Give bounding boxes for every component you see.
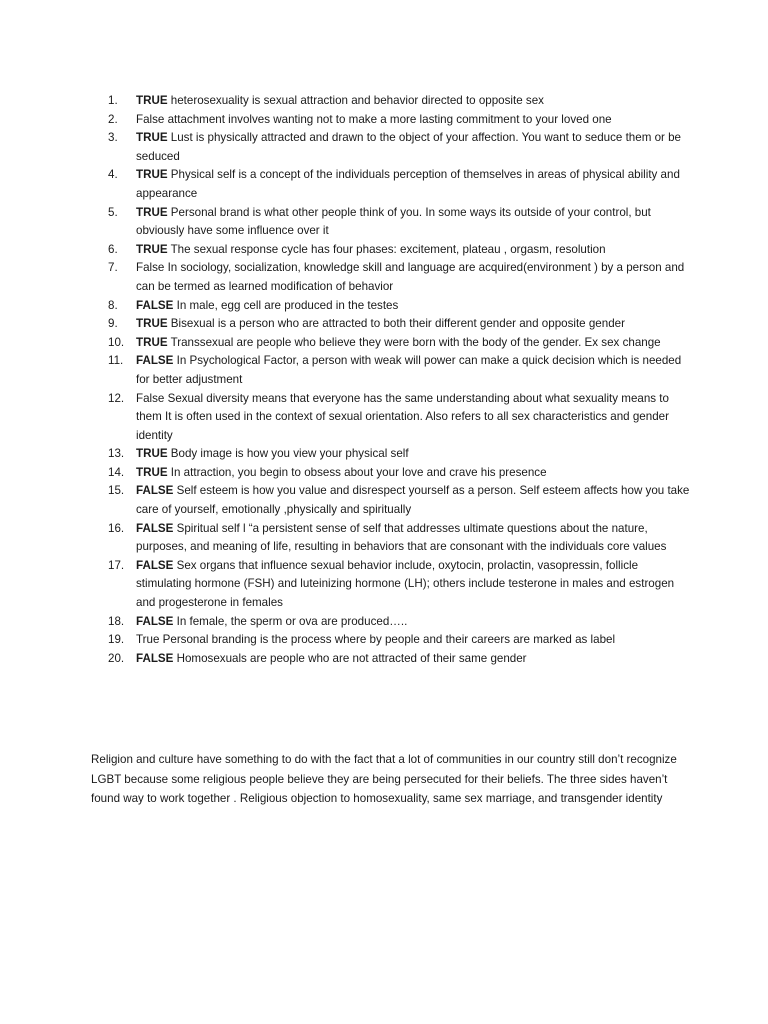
answer-text: Body image is how you view your physical self xyxy=(167,447,409,461)
answer-text: Sexual diversity means that everyone has the same understanding about what sexuality means to them It is often used in the context of sexual orientation. Also refers to all sex characteristics and gender identity xyxy=(136,391,669,442)
answer-item xyxy=(108,204,693,241)
answer-number: 11. xyxy=(108,354,124,368)
answer-verdict: False xyxy=(136,261,165,275)
answer-list xyxy=(108,92,693,668)
answer-text: Physical self is a concept of the individuals perception of themselves in areas of physical ability and appearance xyxy=(136,168,680,200)
answer-verdict: TRUE xyxy=(136,335,168,349)
answer-item xyxy=(108,334,693,353)
answer-item xyxy=(108,315,693,334)
answer-number: 8. xyxy=(108,298,118,312)
answer-item xyxy=(108,445,693,464)
answer-verdict: False xyxy=(136,112,165,126)
answer-item xyxy=(108,613,693,632)
answer-verdict: TRUE xyxy=(136,317,168,331)
answer-verdict: FALSE xyxy=(136,614,174,628)
answer-text: Lust is physically attracted and drawn to the object of your affection. You want to seduce them or be seduced xyxy=(136,131,682,163)
answer-number: 7. xyxy=(108,261,118,275)
answer-number: 3. xyxy=(108,131,118,145)
answer-item xyxy=(108,129,693,166)
answer-item xyxy=(108,92,693,111)
answer-text: Personal brand is what other people think of you. In some ways its outside of your control, but obviously have some influence over it xyxy=(136,205,651,238)
answer-number: 15. xyxy=(108,484,125,498)
answer-verdict: TRUE xyxy=(136,94,168,107)
answer-number: 10. xyxy=(108,335,125,349)
answer-item xyxy=(108,482,693,519)
answer-number: 19. xyxy=(108,633,125,647)
answer-item xyxy=(108,631,693,650)
answer-text: attachment involves wanting not to make a more lasting commitment to your loved one xyxy=(164,112,612,126)
answer-number: 16. xyxy=(108,521,125,535)
answer-number: 1. xyxy=(108,94,118,107)
answer-verdict: FALSE xyxy=(136,558,174,572)
answer-text: Homosexuals are people who are not attracted of their same gender xyxy=(173,651,527,665)
answer-item xyxy=(108,464,693,483)
answer-number: 5. xyxy=(108,205,118,219)
answer-text: heterosexuality is sexual attraction and behavior directed to opposite sex xyxy=(167,94,544,107)
answer-number: 14. xyxy=(108,465,125,479)
answer-number: 2. xyxy=(108,112,118,126)
answer-text: In Psychological Factor, a person with weak will power can make a quick decision which is needed for better adjustment xyxy=(136,354,682,386)
answer-text: In male, egg cell are produced in the testes xyxy=(173,298,399,312)
answer-number: 12. xyxy=(108,391,125,405)
answer-verdict: TRUE xyxy=(136,447,168,461)
answer-text: In sociology, socialization, knowledge skill and language are acquired(environment ) by a person and can be termed as learned modification of behavior xyxy=(136,261,685,293)
answer-text: Transsexual are people who believe they were born with the body of the gender. Ex sex change xyxy=(167,335,661,349)
answer-verdict: TRUE xyxy=(136,465,168,479)
answer-text: In female, the sperm or ova are produced….. xyxy=(173,614,408,628)
answer-item xyxy=(108,390,693,446)
answer-verdict: TRUE xyxy=(136,205,168,219)
answer-verdict: False xyxy=(136,391,165,405)
answer-verdict: FALSE xyxy=(136,521,174,535)
answer-number: 13. xyxy=(108,447,125,461)
answer-number: 20. xyxy=(108,651,125,665)
answer-item xyxy=(108,352,693,389)
answer-item xyxy=(108,557,693,613)
answer-verdict: FALSE xyxy=(136,651,174,665)
answer-item xyxy=(108,166,693,203)
answer-text: Self esteem is how you value and disrespect yourself as a person. Self esteem affects how you take care of yourself, emotionally ,physically and spiritually xyxy=(136,484,690,517)
answer-text: Personal branding is the process where by people and their careers are marked as label xyxy=(159,633,616,647)
answer-text: Bisexual is a person who are attracted to both their different gender and opposite gender xyxy=(167,317,625,331)
answer-number: 6. xyxy=(108,242,118,256)
answer-text: In attraction, you begin to obsess about your love and crave his presence xyxy=(167,465,547,479)
answer-verdict: True xyxy=(136,633,160,647)
answer-item xyxy=(108,111,693,130)
answer-verdict: FALSE xyxy=(136,484,174,498)
closing-paragraph: Religion and culture have something to do with the fact that a lot of communities in our country still don’t recognize LGBT because some religious people believe they are being persecuted for their beliefs. The three sides haven’t found way to work together . Religious objection to homosexuality, same sex marriage, and transgender identity xyxy=(91,753,677,805)
answer-text: The sexual response cycle has four phases: excitement, plateau , orgasm, resolution xyxy=(167,242,606,256)
answer-item xyxy=(108,520,693,557)
answer-item xyxy=(108,241,693,260)
answer-verdict: FALSE xyxy=(136,354,174,368)
answer-number: 17. xyxy=(108,558,125,572)
answer-verdict: TRUE xyxy=(136,242,168,256)
answer-verdict: FALSE xyxy=(136,298,174,312)
answer-item xyxy=(108,297,693,316)
answer-verdict: TRUE xyxy=(136,131,168,145)
answer-text: Sex organs that influence sexual behavior include, oxytocin, prolactin, vasopressin, follicle stimulating hormone (FSH) and luteinizing hormone (LH); others include testerone in males and estrogen and progesterone in females xyxy=(136,558,675,610)
answer-number: 4. xyxy=(108,168,118,182)
answer-item xyxy=(108,259,693,296)
answer-number: 9. xyxy=(108,317,118,331)
answer-item xyxy=(108,650,693,669)
answer-number: 18. xyxy=(108,614,125,628)
answer-verdict: TRUE xyxy=(136,168,168,182)
answer-text: Spiritual self l “a persistent sense of self that addresses ultimate questions about the nature, purposes, and meaning of life, resulting in behaviors that are consonant with the individuals core values xyxy=(136,521,667,554)
